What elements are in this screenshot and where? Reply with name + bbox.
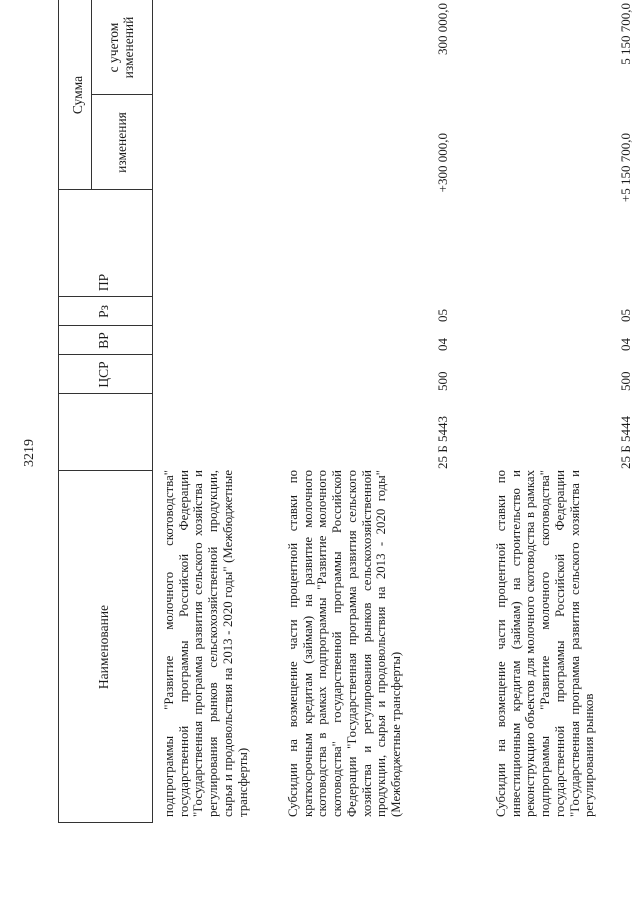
- row-1-name: подпрограммы "Развитие молочного скотоводства" государственной программы Российской Федерации "Государственная программа развития сельского хозяйства и регулирования рынков сельскохозяйственной продукции, сырья и продовольствия на 2013 - 2020 годы" (Межбюджетные трансферты): [162, 470, 250, 817]
- header-pr: ПР: [96, 273, 111, 292]
- header-vr: ВР: [96, 332, 111, 349]
- row-2-change: +300 000,0: [435, 133, 450, 193]
- header-with-changes-2: изменений: [121, 16, 136, 79]
- header-bottom-border: [152, 0, 153, 823]
- header-rz: Рз: [96, 305, 111, 318]
- header-csr: ЦСР: [96, 361, 111, 388]
- row-3-total: 5 150 700,0: [618, 3, 633, 65]
- row-2-name: Субсидии на возмещение части процентной ставки по краткосрочным кредитам (займам) на развитие молочного скотоводства в рамках подпрограммы "Развитие молочного скотоводства" государственной программы Российской Федерации "Государственная программа развития сельского хозяйства и регулирования рынков сельскохозяйственной продукции, сырья и продовольствия на 2013 - 2020 годы" (Межбюджетные трансферты): [286, 470, 403, 817]
- sum-subheader-border: [91, 0, 92, 190]
- header-change: изменения: [114, 112, 129, 173]
- row-3-name: Субсидии на возмещение части процентной ставки по инвестиционным кредитам (займам) на строительство и реконструкцию объектов для молочного скотоводства в рамках подпрограммы "Развитие молочного скотоводства" государственной программы Российской Федерации "Государственная программа развития сельского хозяйства и регулирования рынков: [494, 470, 597, 817]
- row-3-rz: 04: [618, 338, 633, 351]
- row-2-vr: 500: [435, 371, 450, 391]
- page-number: 3219: [22, 439, 37, 467]
- header-sum: Сумма: [70, 75, 85, 115]
- row-2-pr: 05: [435, 309, 450, 322]
- table-top-border: [58, 0, 59, 823]
- row-2-rz: 04: [435, 338, 450, 351]
- row-2-total: 300 000,0: [435, 3, 450, 55]
- row-3-change: +5 150 700,0: [618, 133, 633, 203]
- header-with-changes-1: с учетом: [106, 22, 121, 73]
- row-3-csr: 25 Б 5444: [618, 416, 633, 469]
- row-2-csr: 25 Б 5443: [435, 416, 450, 469]
- row-3-pr: 05: [618, 309, 633, 322]
- budget-table: [58, 0, 640, 823]
- row-3-vr: 500: [618, 371, 633, 391]
- header-name: Наименование: [96, 604, 111, 690]
